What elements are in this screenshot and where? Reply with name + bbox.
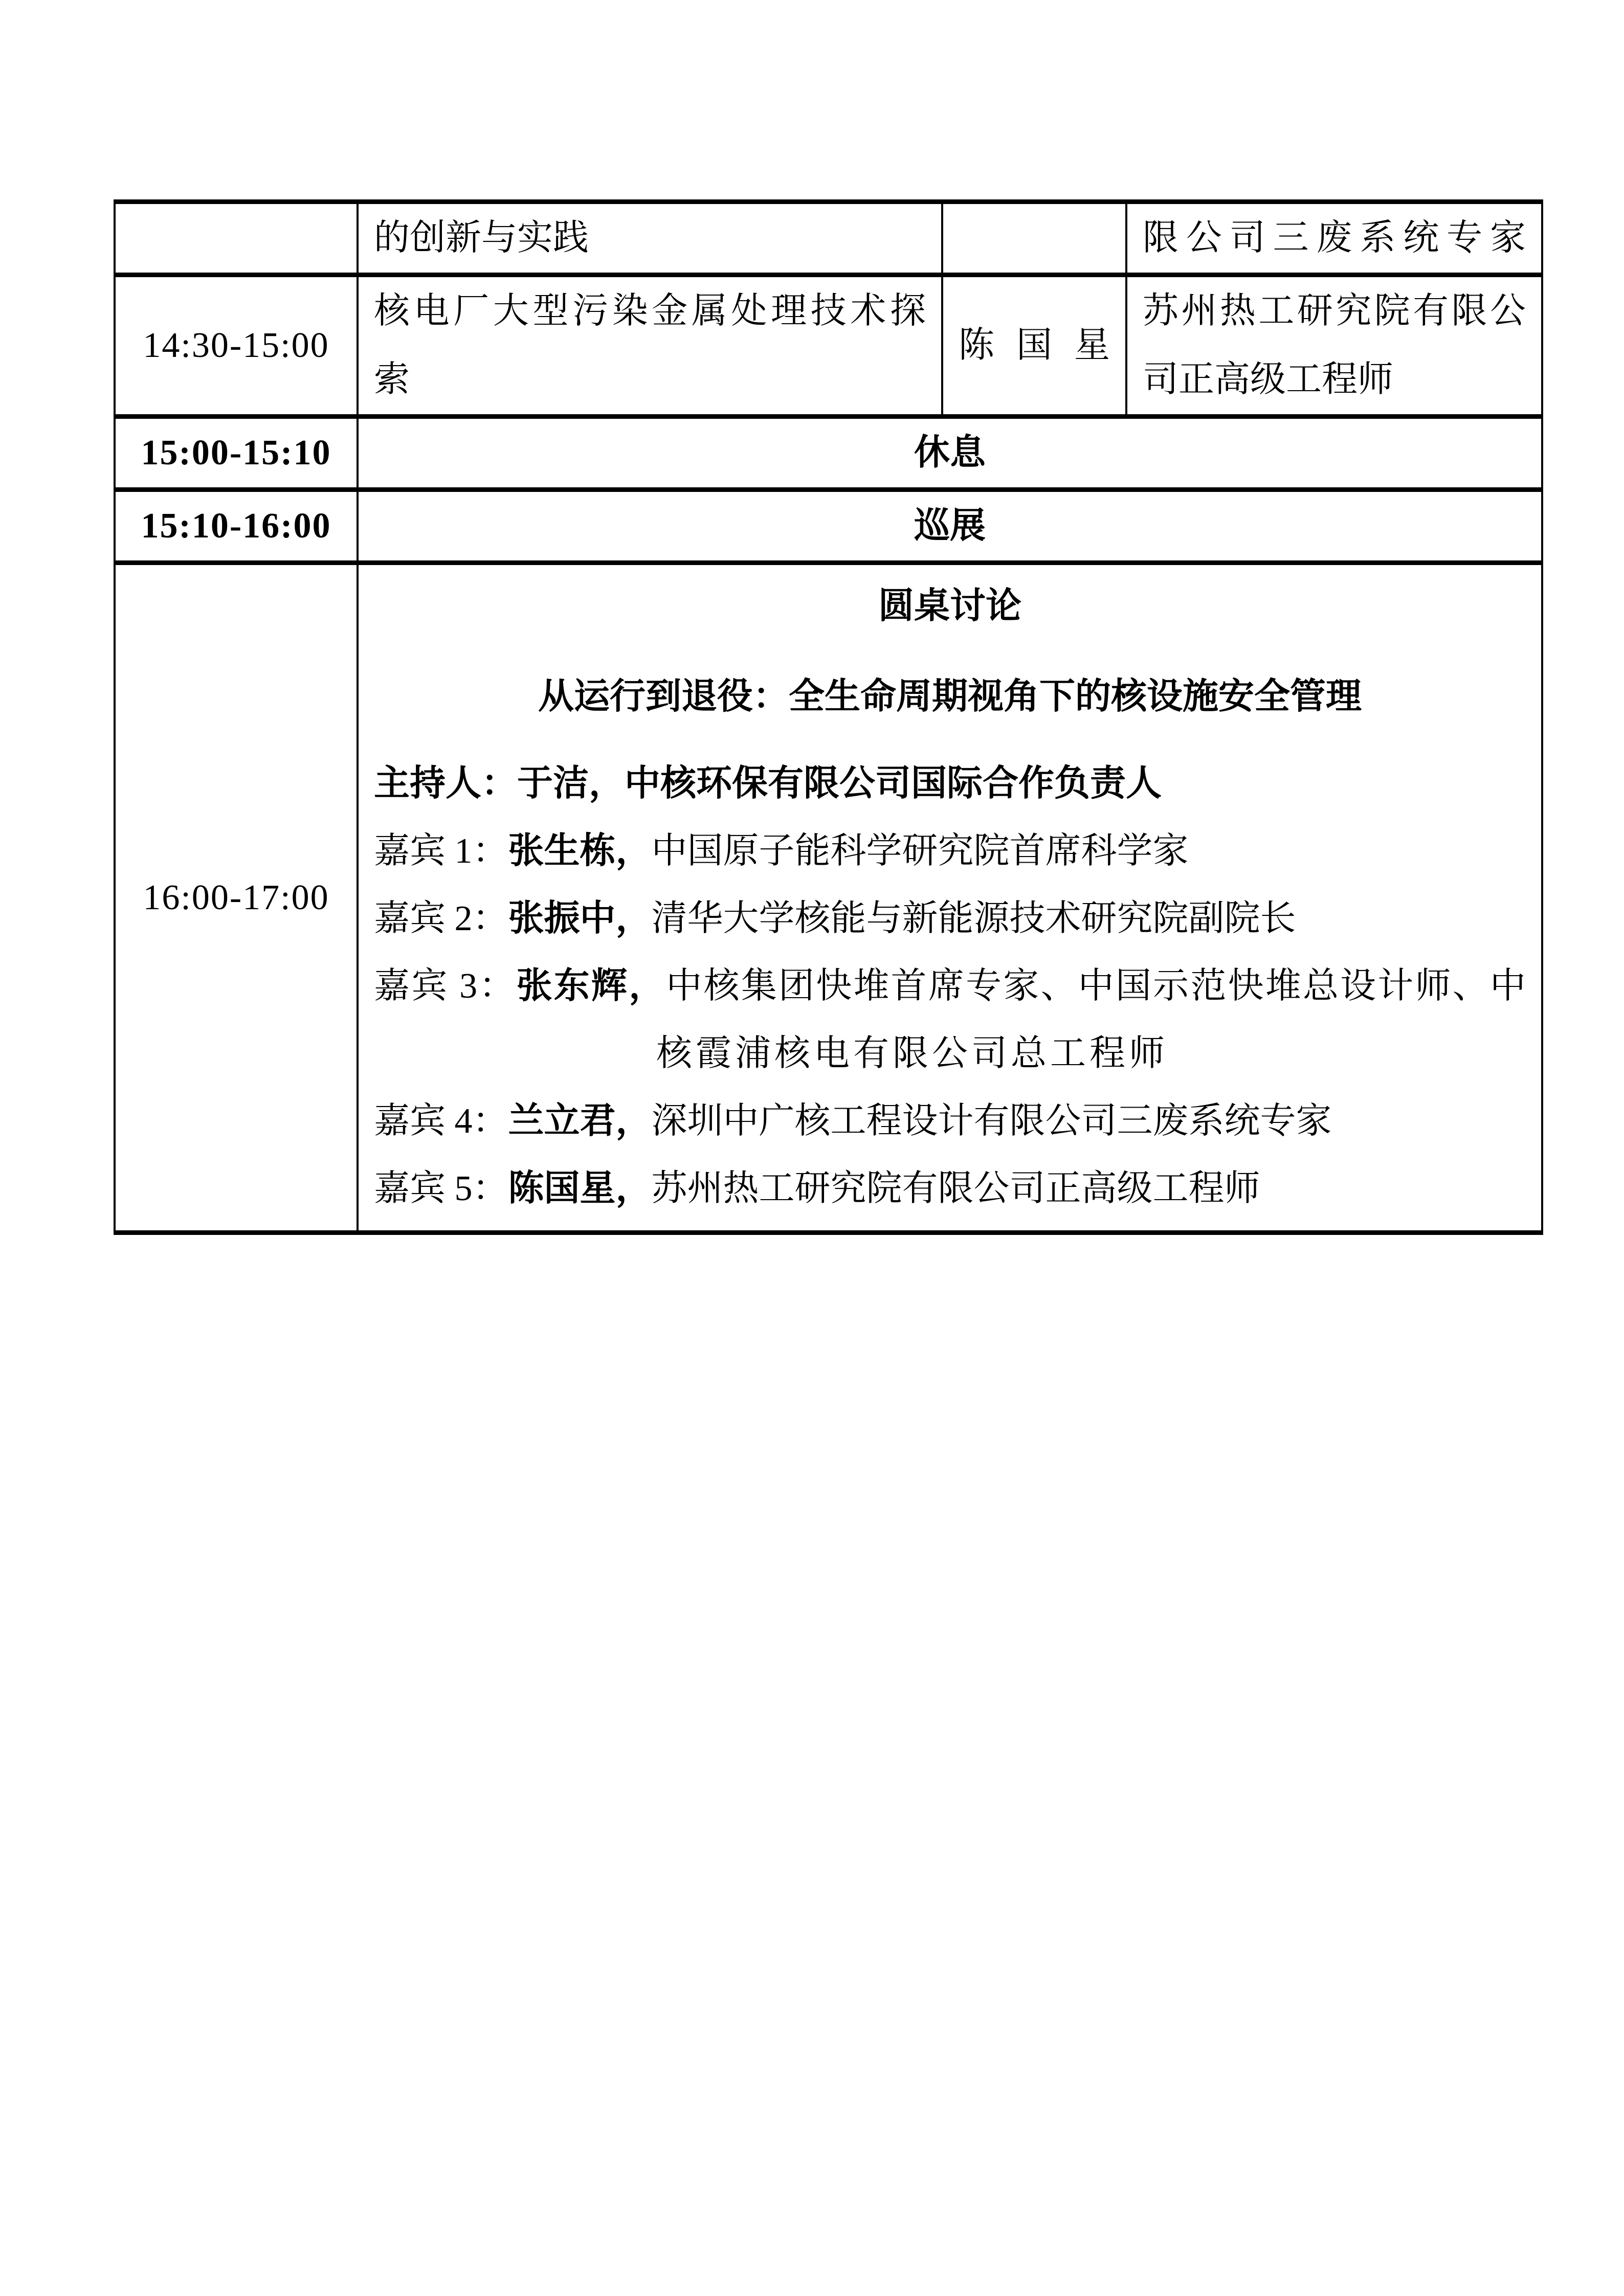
guest-5-label: 嘉宾 5： (374, 1169, 508, 1208)
roundtable-moderator: 主持人：于洁，中核环保有限公司国际合作负责人 (374, 764, 1162, 803)
roundtable-title: 圆桌讨论 (878, 587, 1021, 626)
roundtable-content-cell (358, 563, 1542, 1233)
roundtable-guest-4 (374, 1088, 1526, 1155)
guest-3-desc: 中核集团快堆首席专家、中国示范快堆总设计师、中 (666, 966, 1526, 1006)
guest-1-label: 嘉宾 1： (374, 831, 508, 871)
break-row (115, 417, 1542, 490)
guest-1-desc: 中国原子能科学研究院首席科学家 (651, 831, 1189, 871)
guest-4-name: 兰立君， (508, 1101, 652, 1141)
session-row (115, 275, 1542, 417)
guest-3-label: 嘉宾 3： (374, 966, 517, 1006)
session-affiliation-line1: 苏州热工研究院有限公 (1143, 291, 1526, 331)
roundtable-guest-3 (374, 953, 1526, 1020)
session-topic-line2: 索 (374, 360, 410, 399)
guest-4-desc: 深圳中广核工程设计有限公司三废系统专家 (651, 1101, 1332, 1141)
session-time-cell: 14:30-15:00 (115, 275, 358, 417)
roundtable-topic: 从运行到退役：全生命周期视角下的核设施安全管理 (538, 677, 1362, 716)
session-speaker-cell: 陈国星 (942, 275, 1126, 417)
guest-2-label: 嘉宾 2： (374, 899, 508, 938)
break-label-cell: 休息 (358, 417, 1542, 490)
guest-2-desc: 清华大学核能与新能源技术研究院副院长 (651, 899, 1296, 938)
exhibition-time-cell: 15:10-16:00 (115, 490, 358, 563)
carryover-affiliation-cell (1126, 202, 1542, 275)
session-topic-cell (358, 275, 942, 417)
roundtable-time-cell: 16:00-17:00 (115, 563, 358, 1233)
schedule-table (114, 199, 1543, 1235)
guest-2-name: 张振中， (508, 899, 652, 938)
roundtable-guest-3-wrap: 核霞浦核电有限公司总工程师 (656, 1034, 1168, 1073)
carryover-affiliation-text: 限公司三废系统专家 (1143, 218, 1526, 258)
guest-3-name: 张东辉， (516, 966, 666, 1006)
exhibition-row (115, 490, 1542, 563)
carryover-topic-text: 的创新与实践 (374, 218, 589, 258)
roundtable-guest-5 (374, 1155, 1526, 1223)
guest-5-desc: 苏州热工研究院有限公司正高级工程师 (651, 1169, 1260, 1208)
break-time-cell: 15:00-15:10 (115, 417, 358, 490)
guest-4-label: 嘉宾 4： (374, 1101, 508, 1141)
session-affiliation-cell (1126, 275, 1542, 417)
session-topic-line1: 核电厂大型污染金属处理技术探 (374, 291, 926, 331)
carryover-row (115, 202, 1542, 275)
guest-1-name: 张生栋， (508, 831, 652, 871)
session-affiliation-line2: 司正高级工程师 (1143, 360, 1393, 399)
roundtable-row (115, 563, 1542, 1233)
roundtable-guest-1 (374, 818, 1526, 885)
carryover-speaker-cell (942, 202, 1126, 275)
guest-5-name: 陈国星， (508, 1169, 652, 1208)
exhibition-label-cell: 巡展 (358, 490, 1542, 563)
carryover-time-cell (115, 202, 358, 275)
carryover-topic-cell (358, 202, 942, 275)
roundtable-guest-2 (374, 885, 1526, 953)
